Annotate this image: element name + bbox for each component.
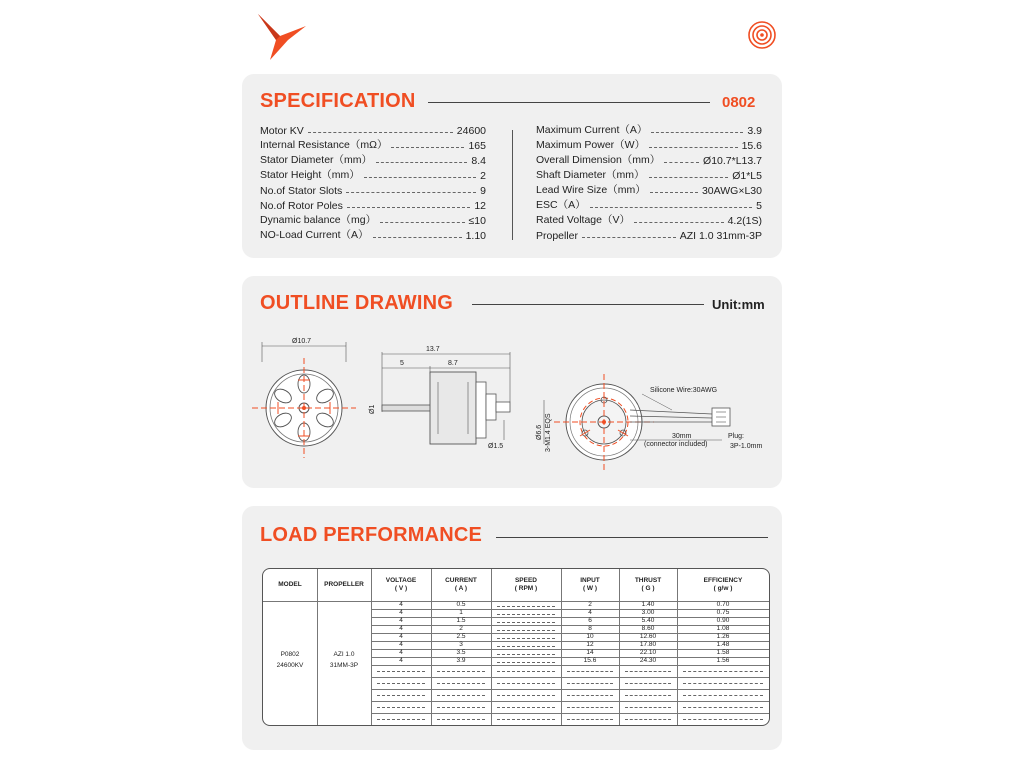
table-header [317, 569, 371, 601]
table-header [431, 569, 491, 601]
spec-label: Stator Height（mm） [260, 169, 360, 181]
title-rule [496, 537, 768, 538]
shaft-label: Ø1 [369, 404, 376, 414]
input-cell: 14 [586, 649, 594, 656]
motor-outline-drawing [242, 322, 782, 488]
column-divider [512, 130, 513, 240]
empty-dash [437, 719, 485, 720]
header-label: VOLTAGE [385, 577, 417, 584]
spec-row [260, 227, 486, 242]
spec-label: Propeller [536, 230, 579, 242]
voltage-cell: 4 [399, 649, 403, 656]
outline-drawing-card [242, 276, 782, 488]
spec-label: Maximum Current（A） [536, 124, 648, 136]
load-performance-card [242, 506, 782, 750]
header-label: EFFICIENCY [703, 577, 743, 584]
thrust-cell: 22.10 [639, 649, 657, 656]
header-label: INPUT [580, 577, 600, 584]
spec-label: Shaft Diameter（mm） [536, 169, 645, 181]
input-cell: 2 [588, 601, 592, 608]
input-cell: 15.6 [583, 657, 597, 664]
spec-label: Motor KV [260, 125, 304, 137]
header-label: PROPELLER [324, 581, 364, 588]
unit-label: Unit:mm [712, 297, 765, 312]
input-cell: 10 [586, 633, 594, 640]
spec-row [536, 122, 762, 137]
outline-title: OUTLINE DRAWING [260, 292, 453, 314]
spec-value: 1.10 [465, 230, 486, 242]
empty-dash [567, 695, 613, 696]
spec-value: Ø10.7*L13.7 [703, 155, 762, 167]
efficiency-cell: 1.56 [716, 657, 730, 664]
spec-label: ESC（A） [536, 199, 586, 211]
spec-right-column [536, 122, 762, 242]
seg-a-label: 5 [400, 360, 404, 367]
empty-dash [683, 695, 763, 696]
empty-dash [377, 683, 425, 684]
spec-row [260, 182, 486, 197]
empty-dash [377, 671, 425, 672]
spec-row [536, 212, 762, 227]
table-header [677, 569, 769, 601]
empty-dash [567, 707, 613, 708]
dot-leader [373, 237, 462, 238]
dot-leader [308, 132, 453, 133]
spec-row [536, 167, 762, 182]
front-dia-label: Ø10.7 [292, 338, 312, 345]
empty-dash [497, 707, 555, 708]
empty-dash [497, 695, 555, 696]
voltage-cell: 4 [399, 625, 403, 632]
thrust-cell: 8.60 [641, 625, 655, 632]
specification-card [242, 74, 782, 258]
spec-label: Maximum Power（W） [536, 139, 646, 151]
row-separator [371, 725, 769, 726]
header-unit: ( g/w ) [713, 585, 733, 592]
dot-leader [582, 237, 676, 238]
efficiency-cell: 1.08 [716, 625, 730, 632]
row-separator [371, 665, 769, 666]
spec-row [260, 197, 486, 212]
empty-dash [683, 719, 763, 720]
spec-value: 9 [480, 185, 486, 197]
spec-row [260, 212, 486, 227]
spec-row [536, 137, 762, 152]
current-cell: 2 [459, 625, 463, 632]
spec-value: 3.9 [747, 125, 762, 137]
seg-b-label: 8.7 [448, 360, 458, 367]
header-label: SPEED [514, 577, 538, 584]
model-number: 0802 [722, 94, 756, 111]
dot-leader [347, 207, 470, 208]
wire-label: Silicone Wire:30AWG [650, 387, 718, 394]
spec-row [260, 167, 486, 182]
specification-title: SPECIFICATION [260, 90, 416, 112]
spec-row [536, 152, 762, 167]
brand-bird-logo-icon [258, 14, 306, 60]
empty-dash [437, 707, 485, 708]
thrust-cell: 3.00 [641, 609, 655, 616]
spec-value: 2 [480, 170, 486, 182]
empty-dash [683, 707, 763, 708]
input-cell: 8 [588, 625, 592, 632]
efficiency-cell: 0.90 [716, 617, 730, 624]
table-header [371, 569, 431, 601]
empty-dash [497, 671, 555, 672]
screws-label: 3-M1.4 EQS [545, 413, 552, 452]
dot-leader [364, 177, 476, 178]
model-cell: 24600KV [276, 662, 304, 669]
load-performance-table [262, 568, 770, 726]
empty-dash [377, 695, 425, 696]
thrust-cell: 17.80 [639, 641, 657, 648]
empty-dash [567, 719, 613, 720]
dot-leader [380, 222, 464, 223]
voltage-cell: 4 [399, 609, 403, 616]
spec-row [260, 152, 486, 167]
empty-dash [437, 695, 485, 696]
dot-leader [634, 222, 724, 223]
header-unit: ( A ) [454, 585, 468, 592]
header-label: MODEL [278, 581, 302, 588]
spec-value: 24600 [456, 125, 486, 137]
current-cell: 3.9 [456, 657, 466, 664]
spec-label: Dynamic balance（mg） [260, 214, 377, 226]
empty-dash [567, 683, 613, 684]
dot-leader [649, 147, 737, 148]
length-label: 13.7 [426, 346, 440, 353]
efficiency-cell: 1.48 [716, 641, 730, 648]
spec-value: Ø1*L5 [732, 170, 762, 182]
empty-dash [683, 671, 763, 672]
row-separator [371, 689, 769, 690]
efficiency-cell: 0.70 [716, 601, 730, 608]
dot-leader [650, 192, 698, 193]
empty-dash [567, 671, 613, 672]
header-unit: ( RPM ) [514, 585, 538, 592]
current-cell: 2.5 [456, 633, 466, 640]
voltage-cell: 4 [399, 657, 403, 664]
table-header [619, 569, 677, 601]
row-separator [371, 677, 769, 678]
side-view [369, 346, 510, 450]
thrust-cell: 5.40 [641, 617, 655, 624]
empty-dash [377, 719, 425, 720]
thrust-cell: 1.40 [641, 601, 655, 608]
table-header [491, 569, 561, 601]
dot-leader [376, 162, 467, 163]
row-separator [371, 701, 769, 702]
empty-dash [497, 646, 555, 647]
spec-label: Internal Resistance（mΩ） [260, 139, 388, 151]
input-cell: 12 [586, 641, 594, 648]
thrust-cell: 24.30 [639, 657, 657, 664]
lead-len-label: 30mm [672, 433, 692, 440]
spec-value: 165 [468, 140, 486, 152]
dot-leader [391, 147, 464, 148]
shaft2-label: Ø1.5 [488, 443, 504, 450]
table-header [561, 569, 619, 601]
spec-value: 30AWG×L30 [701, 185, 762, 197]
spec-row [536, 182, 762, 197]
header-label: CURRENT [445, 577, 477, 584]
empty-dash [497, 614, 555, 615]
dot-leader [590, 207, 753, 208]
spec-row [260, 122, 486, 137]
voltage-cell: 4 [399, 641, 403, 648]
empty-dash [497, 654, 555, 655]
spec-row [536, 197, 762, 212]
empty-dash [625, 707, 671, 708]
plug-spec-label: 3P-1.0mm [730, 443, 763, 450]
spec-label: Rated Voltage（V） [536, 214, 630, 226]
current-cell: 3.5 [456, 649, 466, 656]
empty-dash [437, 683, 485, 684]
header-unit: ( V ) [394, 585, 408, 592]
title-rule [428, 102, 710, 103]
empty-dash [625, 671, 671, 672]
efficiency-cell: 1.58 [716, 649, 730, 656]
empty-dash [625, 719, 671, 720]
empty-dash [683, 683, 763, 684]
dot-leader [651, 132, 743, 133]
current-cell: 1.5 [456, 617, 466, 624]
row-separator [371, 713, 769, 714]
spec-value: 4.2(1S) [727, 215, 762, 227]
input-cell: 4 [588, 609, 592, 616]
dot-leader [649, 177, 729, 178]
title-rule [472, 304, 704, 305]
spec-value: 12 [474, 200, 486, 212]
spec-label: No.of Rotor Poles [260, 200, 343, 212]
front-view [252, 338, 356, 458]
mount-dia-label: Ø6.6 [536, 424, 543, 440]
header-unit: ( G ) [641, 585, 655, 592]
spec-label: Stator Diameter（mm） [260, 154, 373, 166]
lead-note-label: (connector included) [644, 441, 708, 448]
empty-dash [625, 683, 671, 684]
empty-dash [377, 707, 425, 708]
empty-dash [497, 662, 555, 663]
rear-view [536, 374, 762, 472]
empty-dash [497, 630, 555, 631]
load-title: LOAD PERFORMANCE [260, 524, 483, 546]
header-label: THRUST [634, 577, 662, 584]
table-header [263, 569, 317, 601]
current-cell: 0.5 [456, 601, 466, 608]
efficiency-cell: 0.75 [716, 609, 730, 616]
header-unit: ( W ) [582, 585, 598, 592]
empty-dash [497, 719, 555, 720]
empty-dash [497, 683, 555, 684]
target-circles-icon [747, 20, 777, 50]
spec-value: ≤10 [468, 215, 486, 227]
empty-dash [437, 671, 485, 672]
model-cell: P0802 [280, 651, 300, 658]
empty-dash [497, 622, 555, 623]
spec-label: No.of Stator Slots [260, 185, 343, 197]
empty-dash [497, 638, 555, 639]
spec-label: Overall Dimension（mm） [536, 154, 661, 166]
spec-value: AZI 1.0 31mm-3P [679, 230, 762, 242]
current-cell: 3 [459, 641, 463, 648]
empty-dash [625, 695, 671, 696]
empty-dash [497, 606, 555, 607]
column-separator [317, 569, 318, 725]
propeller-cell: AZI 1.0 [333, 651, 355, 658]
spec-value: 8.4 [471, 155, 486, 167]
thrust-cell: 12.60 [639, 633, 657, 640]
voltage-cell: 4 [399, 633, 403, 640]
spec-row [260, 137, 486, 152]
propeller-cell: 31MM-3P [329, 662, 359, 669]
voltage-cell: 4 [399, 601, 403, 608]
dot-leader [664, 162, 699, 163]
plug-label: Plug: [728, 433, 744, 440]
spec-value: 5 [756, 200, 762, 212]
spec-label: Lead Wire Size（mm） [536, 184, 646, 196]
dot-leader [346, 192, 476, 193]
voltage-cell: 4 [399, 617, 403, 624]
input-cell: 6 [588, 617, 592, 624]
efficiency-cell: 1.26 [716, 633, 730, 640]
spec-value: 15.6 [741, 140, 762, 152]
spec-row [536, 227, 762, 242]
spec-label: NO-Load Current（A） [260, 229, 369, 241]
current-cell: 1 [459, 609, 463, 616]
spec-left-column [260, 122, 486, 242]
